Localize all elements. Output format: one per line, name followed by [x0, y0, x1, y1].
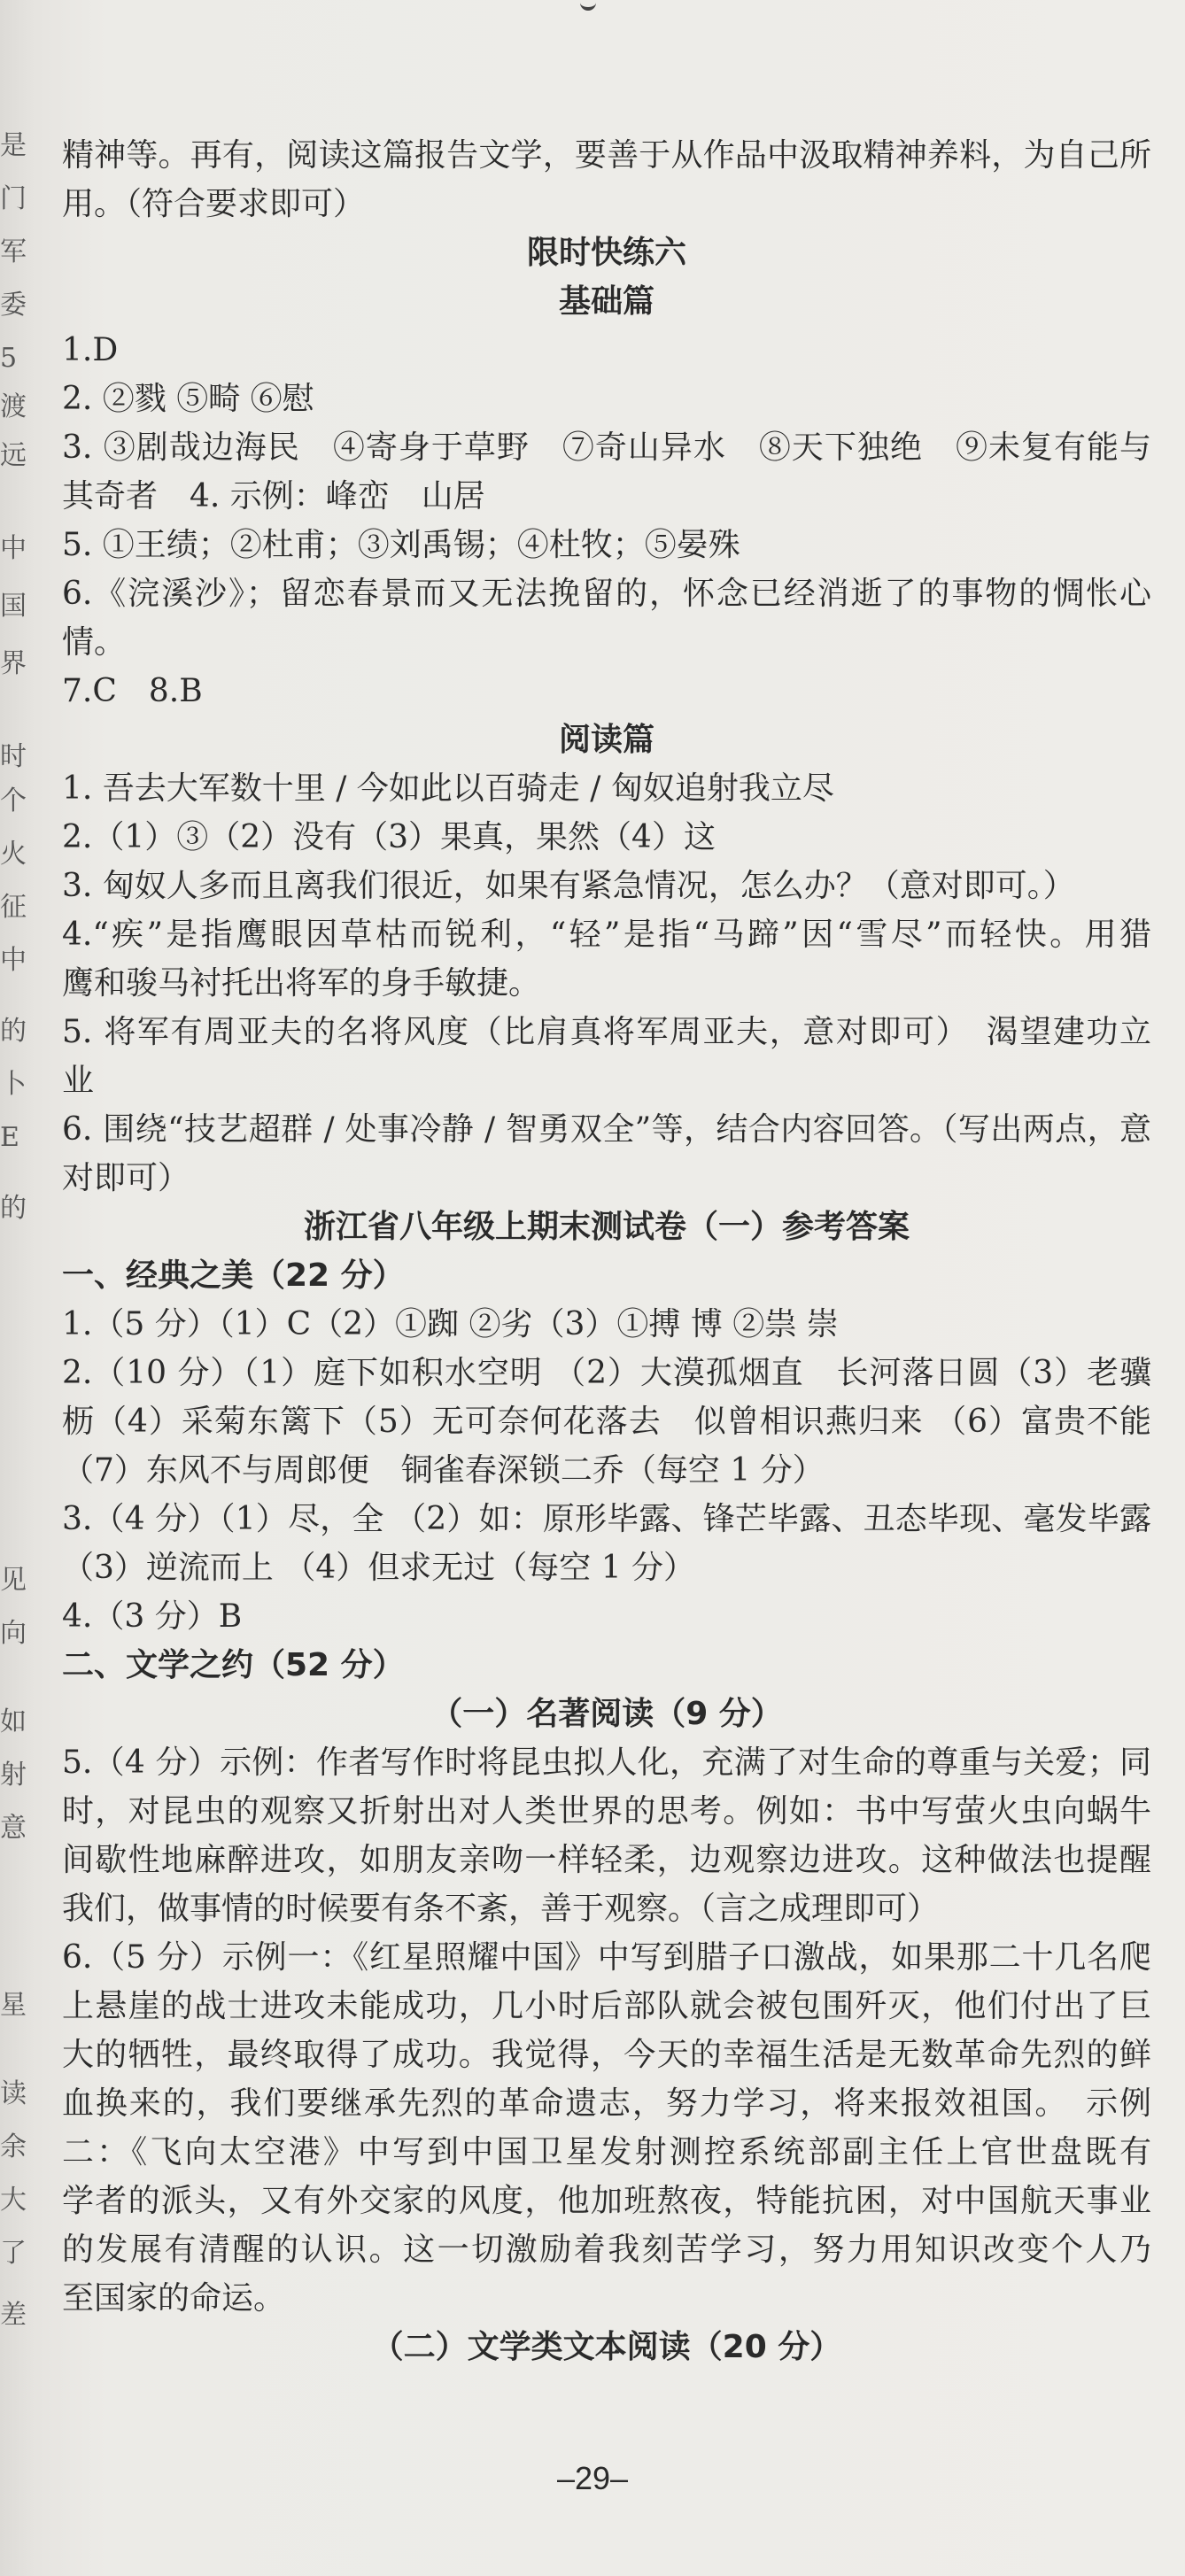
margin-char: 差	[0, 2300, 27, 2331]
answer-line: 4.“疾”是指鹰眼因草枯而锐利，“轻”是指“马蹄”因“雪尽”而轻快。用猎	[62, 917, 1151, 953]
margin-char: 卜	[0, 1069, 27, 1100]
margin-char: 的	[0, 1193, 27, 1224]
answer-line: 的发展有清醒的认识。这一切激励着我刻苦学习，努力用知识改变个人乃	[62, 2232, 1151, 2268]
answer-line: 学者的派头，又有外交家的风度，他加班熬夜，特能抗困，对中国航天事业	[62, 2183, 1151, 2219]
answer-line: 5. 将军有周亚夫的名将风度（比肩真将军周亚夫，意对即可） 渴望建功立	[62, 1014, 1151, 1050]
subsection-heading: （二）文学类文本阅读（20 分）	[371, 2329, 842, 2365]
margin-char: 星	[0, 1990, 27, 2021]
margin-char: 意	[0, 1813, 27, 1844]
part-heading: 二、文学之约（52 分）	[62, 1647, 405, 1683]
answer-line: 业	[62, 1063, 95, 1099]
margin-char: 界	[0, 648, 27, 679]
answer-line: 鹰和骏马衬托出将军的身手敏捷。	[62, 965, 541, 1002]
answer-line: 3. ③剧哉边海民 ④寄身于草野 ⑦奇山异水 ⑧天下独绝 ⑨未复有能与	[62, 429, 1151, 466]
answer-line: （7）东风不与周郎便 铜雀春深锁二乔（每空 1 分）	[62, 1452, 825, 1489]
section-subtitle: 阅读篇	[558, 722, 654, 758]
section-subtitle: 基础篇	[558, 283, 654, 320]
margin-char: 余	[0, 2131, 27, 2162]
text-line: 精神等。再有，阅读这篇报告文学，要善于从作品中汲取精神养料，为自己所	[62, 137, 1151, 174]
text-line: 用。（符合要求即可）	[62, 186, 366, 222]
exam-title: 浙江省八年级上期末测试卷（一）参考答案	[303, 1209, 910, 1245]
margin-char: 5	[0, 343, 18, 374]
binding-mark	[580, 0, 596, 11]
margin-char: 了	[0, 2238, 27, 2269]
answer-line: 1.（5 分）（1）C（2）①踟 ②劣（3）①搏 博 ②祟 崇	[62, 1306, 839, 1342]
answer-line: 2. ②戮 ⑤畸 ⑥慰	[62, 381, 314, 417]
answer-line: 7.C 8.B	[62, 673, 203, 709]
answer-line: 对即可）	[62, 1160, 190, 1196]
answer-line: 6.《浣溪沙》；留恋春景而又无法挽留的，怀念已经消逝了的事物的惆怅心	[62, 576, 1151, 612]
answer-line: 上悬崖的战士进攻未能成功，几小时后部队就会被包围歼灭，他们付出了巨	[62, 1988, 1151, 2024]
margin-char: 中	[0, 533, 27, 564]
answer-line: 3. 匈奴人多而且离我们很近，如果有紧急情况，怎么办？（意对即可。）	[62, 868, 1075, 904]
answer-line: 3.（4 分）（1）尽，全 （2）如：原形毕露、锋芒毕露、丑态毕现、毫发毕露	[62, 1501, 1151, 1537]
answer-line: 至国家的命运。	[62, 2280, 286, 2317]
answer-line: 我们，做事情的时候要有条不紊，善于观察。（言之成理即可）	[62, 1891, 940, 1927]
margin-char: 国	[0, 591, 27, 622]
answer-line: 大的牺牲，最终取得了成功。我觉得，今天的幸福生活是无数革命先烈的鲜	[62, 2037, 1151, 2073]
margin-char: 读	[0, 2078, 27, 2109]
answer-line: 5.（4 分）示例：作者写作时将昆虫拟人化，充满了对生命的尊重与关爱；同	[62, 1744, 1151, 1781]
page-number: –29–	[556, 2460, 629, 2496]
margin-char: 是	[0, 130, 27, 161]
margin-char: 大	[0, 2185, 27, 2216]
answer-line: 2.（1）③（2）没有（3）果真，果然（4）这	[62, 819, 716, 855]
answer-line: 5. ①王绩；②杜甫；③刘禹锡；④杜牧；⑤晏殊	[62, 527, 740, 563]
answer-line: 间歇性地麻醉进攻，如朋友亲吻一样轻柔，边观察边进攻。这种做法也提醒	[62, 1842, 1151, 1878]
answer-line: （3）逆流而上 （4）但求无过（每空 1 分）	[62, 1550, 696, 1586]
answer-line: 枥（4）采菊东篱下（5）无可奈何花落去 似曾相识燕归来 （6）富贵不能	[62, 1404, 1151, 1440]
section-title: 限时快练六	[526, 235, 686, 271]
margin-char: 见	[0, 1565, 27, 1596]
margin-char: 的	[0, 1016, 27, 1047]
margin-char: 火	[0, 839, 27, 870]
answer-line: 其奇者 4. 示例：峰峦 山居	[62, 478, 485, 514]
answer-line: 时，对昆虫的观察又折射出对人类世界的思考。例如：书中写萤火虫向蜗牛	[62, 1793, 1151, 1830]
margin-char: 征	[0, 892, 27, 923]
part-heading: 一、经典之美（22 分）	[62, 1257, 405, 1294]
margin-char: 时	[0, 741, 27, 772]
margin-char: E	[0, 1122, 19, 1153]
margin-char: 军	[0, 236, 27, 267]
answer-line: 二：《飞向太空港》中写到中国卫星发射测控系统部副主任上官世盘既有	[62, 2134, 1151, 2170]
answer-line: 4.（3 分）B	[62, 1598, 243, 1635]
answer-key-content	[62, 131, 1151, 2371]
margin-char: 远	[0, 440, 27, 471]
answer-line: 情。	[62, 624, 127, 661]
subsection-heading: （一）名著阅读（9 分）	[430, 1696, 783, 1732]
margin-char: 个	[0, 785, 27, 816]
answer-line: 6. 围绕“技艺超群 / 处事冷静 / 智勇双全”等，结合内容回答。（写出两点，意	[62, 1111, 1151, 1148]
margin-char: 如	[0, 1706, 27, 1737]
margin-char: 中	[0, 945, 27, 976]
answer-line: 1.D	[62, 332, 119, 368]
answer-line: 6.（5 分）示例一：《红星照耀中国》中写到腊子口激战，如果那二十几名爬	[62, 1939, 1151, 1976]
margin-char: 门	[0, 183, 27, 214]
margin-char: 射	[0, 1760, 27, 1791]
answer-line: 2.（10 分）（1）庭下如积水空明 （2）大漠孤烟直 长河落日圆（3）老骥	[62, 1355, 1151, 1391]
margin-char: 委	[0, 290, 27, 321]
margin-char: 渡	[0, 391, 27, 422]
answer-line: 1. 吾去大军数十里 / 今如此以百骑走 / 匈奴追射我立尽	[62, 770, 834, 807]
answer-line: 血换来的，我们要继承先烈的革命遗志，努力学习，将来报效祖国。 示例	[62, 2085, 1151, 2122]
margin-char: 向	[0, 1618, 27, 1649]
